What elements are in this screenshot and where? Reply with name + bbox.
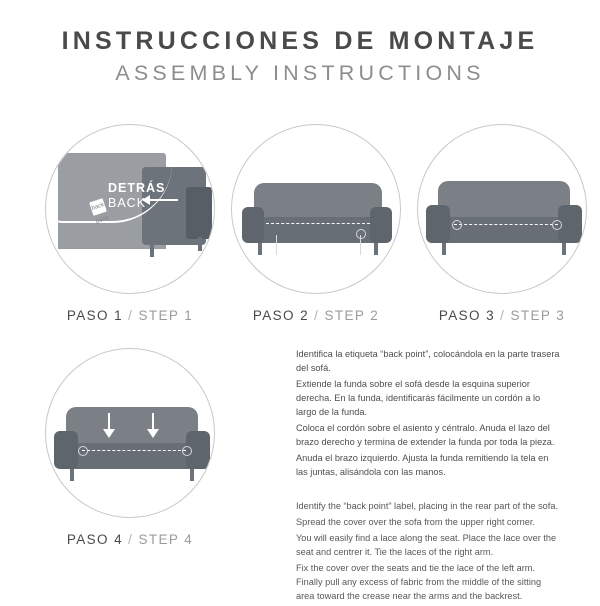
step-2-illustration xyxy=(231,124,401,294)
instruction-es-4: Anuda el brazo izquierdo. Ajusta la funda remitiendo la tela en las juntas, alisándola con las manos. xyxy=(296,452,549,477)
step-2-separator: / xyxy=(314,308,320,323)
smooth-arrow-stem xyxy=(108,413,110,429)
step-4-label-es: PASO 4 xyxy=(66,532,123,547)
step-4-separator: / xyxy=(128,532,134,547)
sofa-leg xyxy=(258,243,262,255)
sofa-leg xyxy=(190,469,194,481)
smooth-arrow-stem xyxy=(152,413,154,429)
instructions-es xyxy=(296,348,560,480)
lace-left xyxy=(276,235,277,255)
step-1-separator: / xyxy=(128,308,134,323)
page-title-en: ASSEMBLY INSTRUCTIONS xyxy=(115,60,485,85)
instruction-es-1: Identifica la etiqueta “back point”, colocándola en la parte trasera del sofá. xyxy=(296,349,560,373)
step-2-label-en: STEP 2 xyxy=(324,308,380,323)
sofa-arm xyxy=(186,187,212,239)
back-point-tag-icon: back point xyxy=(88,197,108,217)
smooth-arrow-icon xyxy=(147,429,159,438)
smooth-arrow-icon xyxy=(103,429,115,438)
step-4 xyxy=(45,348,215,547)
cover-seam xyxy=(82,450,186,451)
cover-seam xyxy=(454,224,558,225)
sofa-left-arm xyxy=(54,431,78,469)
step-3-label-es: PASO 3 xyxy=(438,308,495,323)
back-label-es: DETRÁS xyxy=(108,181,166,195)
step-3-illustration xyxy=(417,124,587,294)
instruction-en-2: Spread the cover over the sofa from the upper right corner. xyxy=(296,516,536,527)
step-3-label-en: STEP 3 xyxy=(510,308,566,323)
instructions-en xyxy=(296,500,560,604)
cover-seam xyxy=(266,223,370,224)
sofa-left-arm xyxy=(242,207,264,243)
step-2-label-es: PASO 2 xyxy=(252,308,309,323)
step-1-label-es: PASO 1 xyxy=(66,308,123,323)
sofa-leg xyxy=(562,243,566,255)
page-title-es: INSTRUCCIONES DE MONTAJE xyxy=(61,27,539,55)
step-1-caption xyxy=(45,308,215,323)
lace-knot-right-icon xyxy=(552,220,562,230)
lace-knot-left-icon xyxy=(452,220,462,230)
step-3 xyxy=(417,124,587,323)
sofa-leg xyxy=(198,237,202,251)
lace-knot-icon xyxy=(356,229,366,239)
sofa-leg xyxy=(374,243,378,255)
back-label-en: BACK xyxy=(108,196,147,210)
sofa-left-arm xyxy=(426,205,450,243)
sofa-leg xyxy=(150,243,154,257)
lace-knot-left-icon xyxy=(78,446,88,456)
instruction-en-1: Identify the “back point” label, placing in the rear part of the sofa. xyxy=(296,500,558,511)
sofa-leg xyxy=(442,243,446,255)
text-divider xyxy=(296,482,560,500)
instruction-es-2: Extiende la funda sobre el sofá desde la esquina superior derecha. En la funda, identificarás fácilmente un cordón a lo largo de la funda. xyxy=(296,378,541,417)
sofa-leg xyxy=(70,469,74,481)
step-1-illustration xyxy=(45,124,215,294)
instruction-en-3: You will easily find a lace along the seat. Place the lace over the seat and centrer it. Tie the laces of the right arm. xyxy=(296,532,557,557)
step-2 xyxy=(231,124,401,323)
step-3-caption xyxy=(417,308,587,323)
sofa-right-arm xyxy=(370,207,392,243)
step-2-caption xyxy=(231,308,401,323)
step-4-caption xyxy=(45,532,215,547)
instructions-column xyxy=(296,348,560,606)
lace-knot-right-icon xyxy=(182,446,192,456)
step-4-illustration xyxy=(45,348,215,518)
instruction-es-3: Coloca el cordón sobre el asiento y céntralo. Anuda el lazo del brazo derecho y termina de extender la funda por toda la pieza. xyxy=(296,422,555,447)
step-4-label-en: STEP 4 xyxy=(138,532,194,547)
sofa-seat xyxy=(248,217,388,243)
step-1 xyxy=(45,124,215,323)
instruction-en-4: Fix the cover over the seats and tie the lace of the left arm. Finally pull any excess of fabric from the middle of the sitting area toward the crease near the arms and the backrest. xyxy=(296,562,542,601)
step-1-label-en: STEP 1 xyxy=(138,308,194,323)
step-3-separator: / xyxy=(500,308,506,323)
header xyxy=(0,28,600,87)
back-label-group xyxy=(108,181,165,210)
